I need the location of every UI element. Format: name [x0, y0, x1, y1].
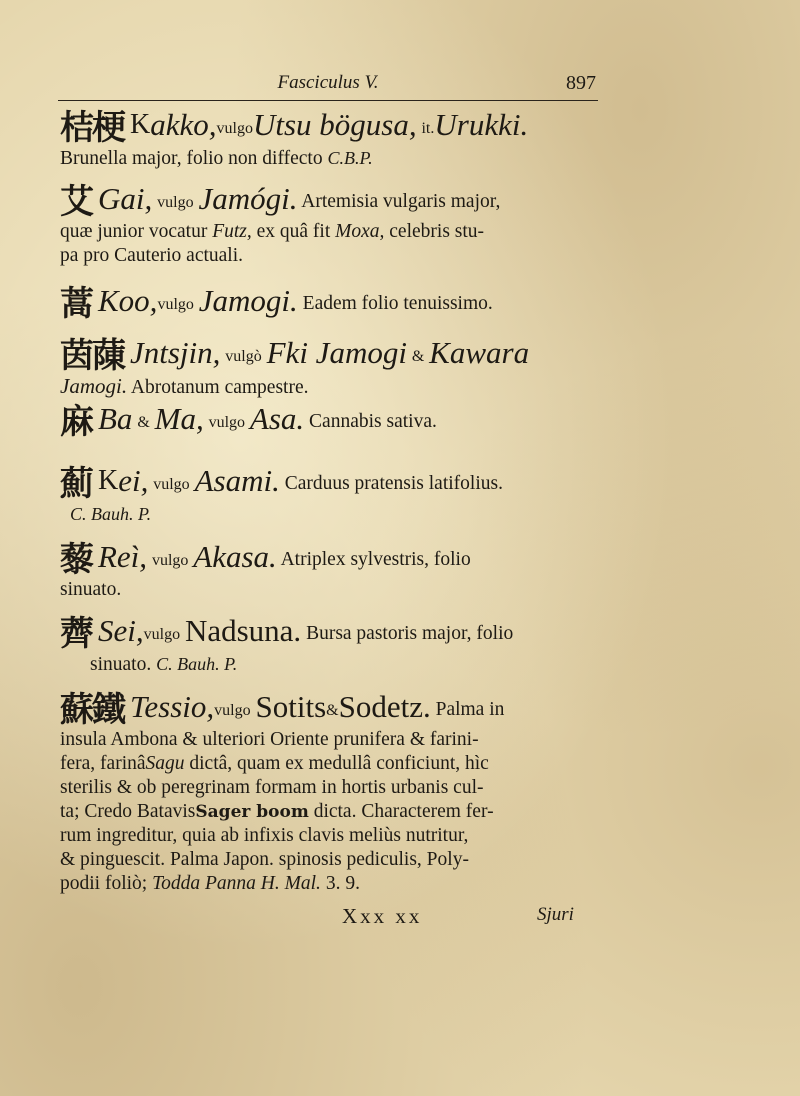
entry-rei: 藜 Reì, vulgo Akasa. Atriplex sylvestris, folio sinuato.: [60, 539, 471, 600]
reference: C. Bauh. P.: [70, 504, 152, 524]
entry-name: Gai,: [98, 181, 153, 216]
kanji-heading: 薺: [60, 614, 92, 654]
alt-name: Kawara: [429, 335, 530, 370]
kanji-heading: 蘇鐵: [60, 690, 124, 730]
alt-name: Urukki.: [434, 107, 529, 142]
kanji-heading: 茵蔯: [60, 336, 124, 376]
vulgar-name: Fki Jamogi: [266, 335, 407, 370]
entry-name: ei,: [118, 463, 149, 498]
vulgar-name: Jamógi.: [198, 181, 298, 216]
entry-name: Tessio,: [130, 689, 215, 724]
catchword: Sjuri: [537, 904, 574, 925]
entry-kakko: 桔梗 Kakko,vulgoUtsu bögusa, it.Urukki. Brunella major, folio non diffecto C.B.P.: [60, 107, 529, 169]
running-title: Fasciculus V.: [277, 72, 379, 93]
vulgar-name: Utsu bögusa,: [252, 107, 417, 142]
entry-sei: 薺 Sei,vulgo Nadsuna. Bursa pastoris major, folio sinuato. C. Bauh. P.: [60, 613, 514, 675]
kanji-heading: 艾: [60, 182, 92, 222]
alt-name: Sodetz.: [338, 689, 431, 724]
kanji-heading: 麻: [60, 402, 92, 442]
page-header: [58, 66, 598, 101]
entry-tessio: 蘇鐵 Tessio,vulgo Sotits&Sodetz. Palma in insula Ambona & ulteriori Oriente prunifera & farini- fera, farinâSagu dictâ, quam ex medullâ conficiunt, hìc sterilis & ob peregrinam formam in hortis urbanis cul- ta; Credo BatavisSager boom dicta. Characterem fer- rum ingreditur, quia ab infixis clavis meliùs nutritur, & pinguescit. Palma Japon. spinosis pediculis, Poly- podii foliò; Todda Panna H. Mal. 3. 9.: [60, 689, 505, 894]
vulgar-name: Sotits: [255, 689, 327, 724]
entry-name: akko,: [150, 107, 217, 142]
kanji-heading: 藜: [60, 540, 92, 580]
entry-kei: 薊 Kei, vulgo Asami. Carduus pratensis latifolius. C. Bauh. P.: [60, 464, 600, 526]
entry-name: Ba: [98, 401, 133, 436]
entry-name: Jntsjin,: [130, 335, 221, 370]
kanji-heading: 薊: [60, 464, 92, 504]
description: Palma in: [435, 699, 505, 720]
signature-mark: Xxx xx: [342, 904, 423, 928]
entry-jntsjin: 茵蔯 Jntsjin, vulgò Fki Jamogi & Kawara Jamogi. Abrotanum campestre.: [60, 335, 530, 398]
reference: C. Bauh. P.: [156, 654, 238, 674]
entry-name: Sei,: [98, 613, 144, 648]
description: Cannabis sativa.: [309, 411, 437, 432]
entry-name: Koo,: [98, 283, 158, 318]
description: Carduus pratensis latifolius.: [284, 473, 503, 494]
vulgar-name: Asami.: [194, 463, 280, 498]
page-number: 897: [566, 72, 596, 94]
page-footer: [0, 904, 800, 928]
description: Eadem folio tenuissimo.: [302, 293, 493, 314]
description: Abrotanum campestre.: [130, 377, 309, 398]
description: Atriplex sylvestris, folio: [280, 549, 471, 570]
kanji-heading: 桔梗: [60, 108, 124, 148]
kanji-heading: 蒿: [60, 284, 92, 324]
entry-gai: 艾 Gai, vulgo Jamógi. Artemisia vulgaris major, quæ junior vocatur Futz, ex quâ fit Moxa, celebris stu- pa pro Cauterio actuali.: [60, 181, 501, 266]
description: Bursa pastoris major, folio: [306, 623, 514, 644]
reference: C.B.P.: [327, 148, 373, 168]
vulgar-name: Nadsuna.: [184, 613, 302, 648]
vulgar-name: Asa.: [249, 401, 305, 436]
description: Artemisia vulgaris major,: [301, 191, 501, 212]
description: Brunella major, folio non diffecto: [60, 148, 323, 169]
vulgar-name: Jamogi.: [198, 283, 298, 318]
vulgar-name: Akasa.: [193, 539, 277, 574]
entry-name: Reì,: [98, 539, 148, 574]
entry-koo: 蒿 Koo,vulgo Jamogi. Eadem folio tenuissimo.: [60, 283, 493, 324]
entry-ba: 麻 Ba & Ma, vulgo Asa. Cannabis sativa.: [60, 401, 437, 442]
